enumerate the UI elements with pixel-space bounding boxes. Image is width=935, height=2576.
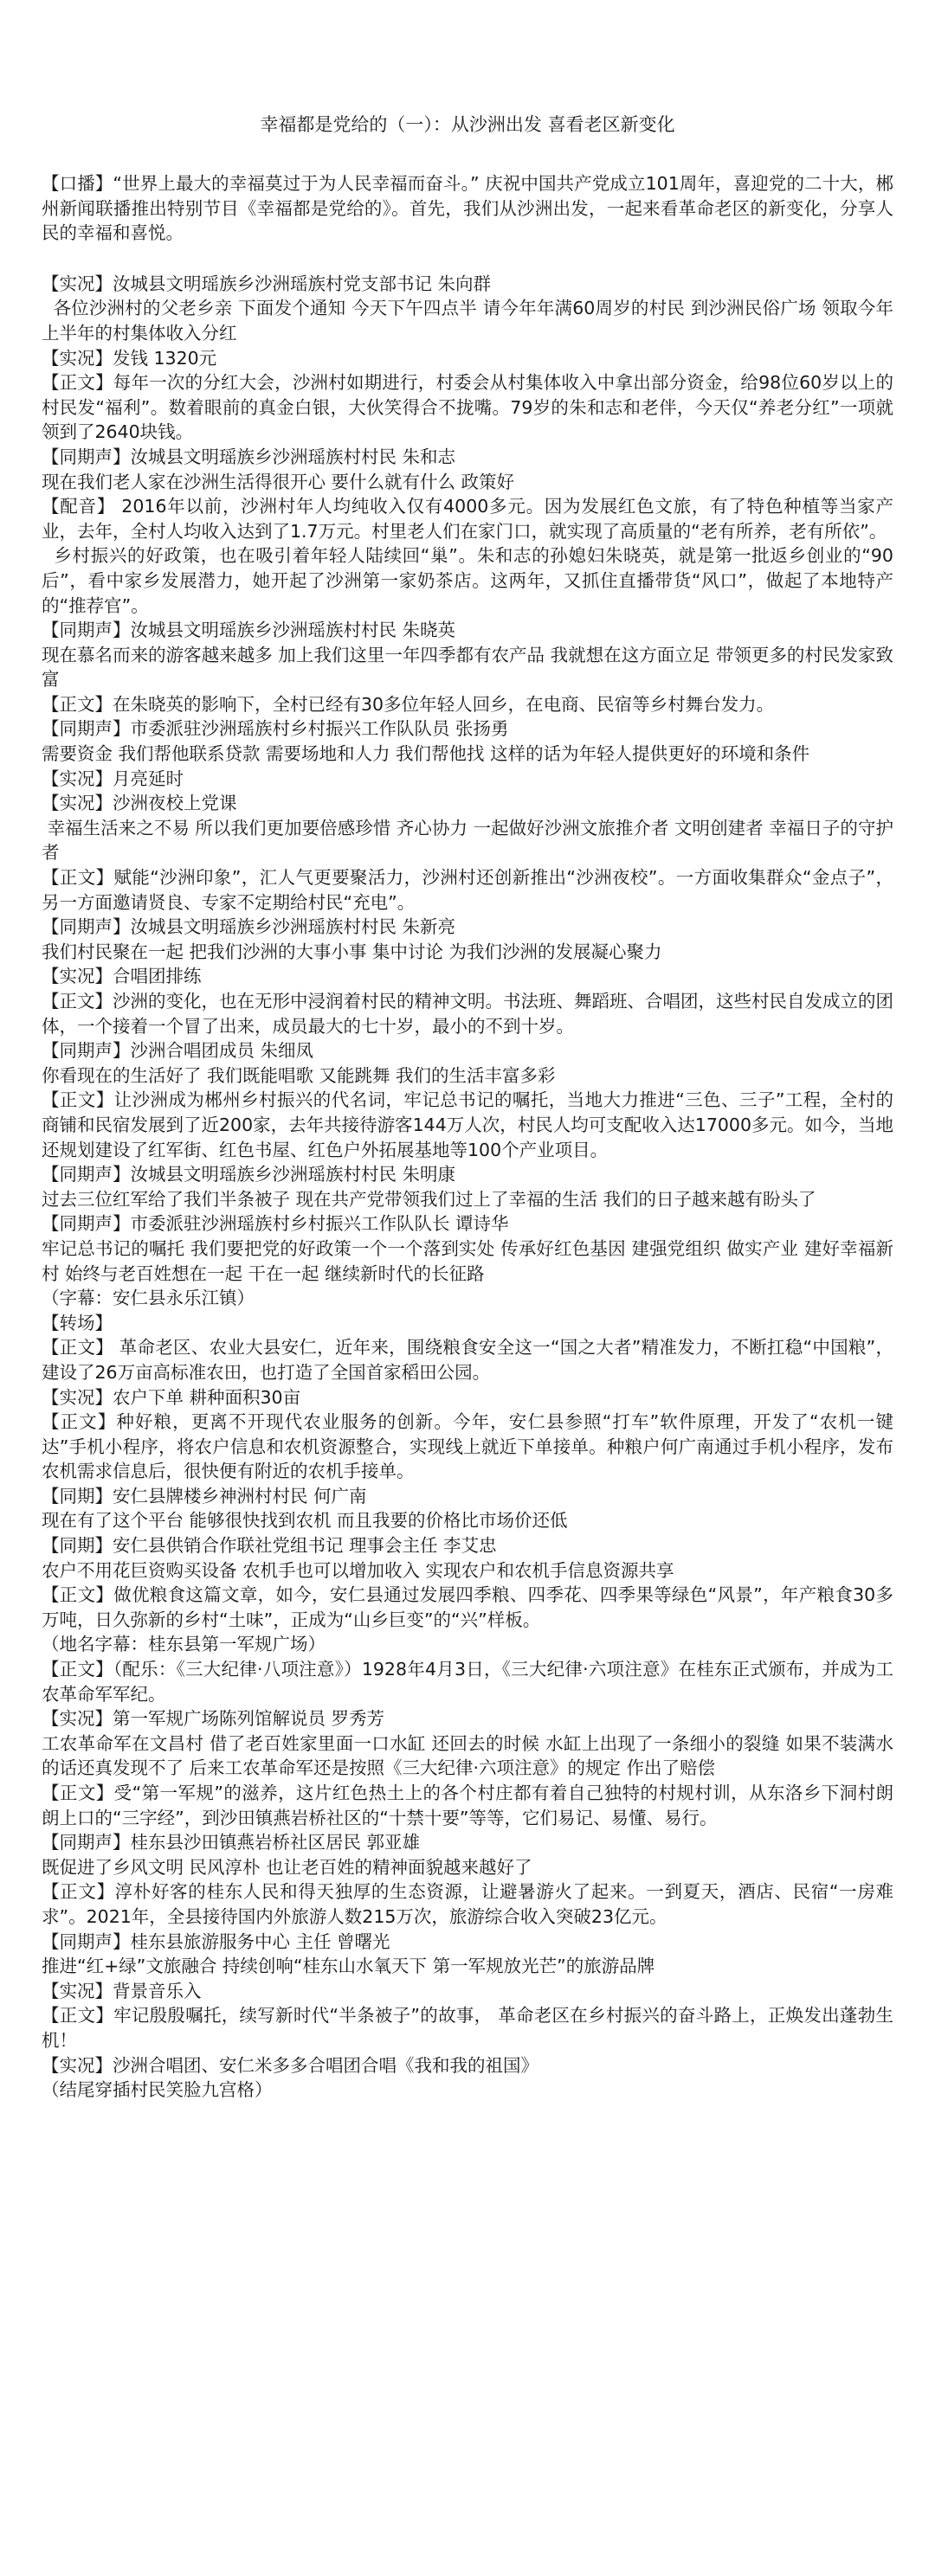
script-line: 【正文】每年一次的分红大会，沙洲村如期进行，村委会从村集体收入中拿出部分资金，给98位60岁以上的村民发“福利”。数着眼前的真金白银，大伙笑得合不拢嘴。79岁的朱和志和老伴，今天仅“养老分红”一项就领到了2640块钱。 — [42, 372, 893, 443]
script-line: 【同期声】桂东县沙田镇燕岩桥社区居民 郭亚雄 — [42, 1832, 421, 1853]
script-line: 【同期】安仁县供销合作联社党组书记 理事会主任 李艾忠 — [42, 1535, 497, 1557]
script-line: 各位沙洲村的父老乡亲 下面发个通知 今天下午四点半 请今年年满60周岁的村民 到沙洲民俗广场 领取今年上半年的村集体收入分红 — [42, 298, 893, 344]
script-line: 现在我们老人家在沙洲生活得很开心 要什么就有什么 政策好 — [42, 471, 515, 492]
script-line: 【实况】第一军规广场陈列馆解说员 罗秀芳 — [42, 1708, 385, 1730]
script-line: 【转场】 — [42, 1312, 113, 1333]
script-line: 工农革命军在文昌村 借了老百姓家里面一口水缸 还回去的时候 水缸上出现了一条细小的裂缝 如果不装满水的话还真发现不了 后来工农革命军还是按照《三大纪律·六项注意》的规定 作出了赔偿 — [42, 1732, 893, 1779]
script-line: 【正文】在朱晓英的影响下，全村已经有30多位年轻人回乡，在电商、民宿等乡村舞台发力。 — [42, 693, 775, 715]
script-line: 【同期声】市委派驻沙洲瑶族村乡村振兴工作队队长 谭诗华 — [42, 1213, 509, 1235]
script-line: 推进“红+绿”文旅融合 持续创响“桂东山水氧天下 第一军规放光芒”的旅游品牌 — [42, 1956, 655, 1977]
script-line: 牢记总书记的嘱托 我们要把党的好政策一个一个落到实处 传承好红色基因 建强党组织 做实产业 建好幸福新村 始终与老百姓想在一起 干在一起 继续新时代的长征路 — [42, 1237, 893, 1284]
script-line: 【同期声】汝城县文明瑶族乡沙洲瑶族村村民 朱晓英 — [42, 620, 456, 641]
script-line: 【正文】让沙洲成为郴州乡村振兴的代名词，牢记总书记的嘱托，当地大力推进“三色、三子”工程，全村的商铺和民宿发展到了近200家，去年共接待游客144万人次，村民人均可支配收入达17000多元。如今，当地还规划建设了红军街、红色书屋、红色户外拓展基地等100个产业项目。 — [42, 1089, 893, 1160]
script-line: 我们村民聚在一起 把我们沙洲的大事小事 集中讨论 为我们沙洲的发展凝心聚力 — [42, 941, 662, 962]
document-title: 幸福都是党给的（一）：从沙洲出发 喜看老区新变化 — [260, 114, 675, 135]
script-line: （字幕：安仁县永乐江镇） — [42, 1288, 255, 1309]
script-line: 【同期声】汝城县文明瑶族乡沙洲瑶族村村民 朱和志 — [42, 446, 456, 467]
script-line: 【正文】 革命老区、农业大县安仁，近年来，围绕粮食安全这一“国之大者”精准发力，不断扛稳“中国粮”，建设了26万亩高标准农田，也打造了全国首家稻田公园。 — [42, 1337, 893, 1383]
script-line: 【同期声】桂东县旅游服务中心 主任 曾曙光 — [42, 1930, 390, 1952]
script-line: 【同期声】汝城县文明瑶族乡沙洲瑶族村村民 朱新亮 — [42, 916, 456, 938]
script-line: 需要资金 我们帮他联系贷款 需要场地和人力 我们帮他找 这样的话为年轻人提供更好的环境和条件 — [42, 743, 810, 765]
script-line: 【实况】沙洲夜校上党课 — [42, 793, 237, 814]
script-line: 【正文】种好粮，更离不开现代农业服务的创新。今年，安仁县参照“打车”软件原理，开发了“农机一键达”手机小程序，将农户信息和农机资源整合，实现线上就近下单接单。种粮户何广南通过手机小程序，发布农机需求信息后，很快便有附近的农机手接单。 — [42, 1411, 893, 1482]
script-line: 农户不用花巨资购买设备 农机手也可以增加收入 实现农户和农机手信息资源共享 — [42, 1559, 674, 1581]
script-line: 【正文】牢记殷殷嘱托，续写新时代“半条被子”的故事， 革命老区在乡村振兴的奋斗路上，正焕发出蓬勃生机！ — [42, 2005, 893, 2051]
script-line: （地名字幕：桂东县第一军规广场） — [42, 1634, 326, 1655]
script-line: 【同期】安仁县牌楼乡神洲村村民 何广南 — [42, 1485, 367, 1506]
script-line: 现在慕名而来的游客越来越多 加上我们这里一年四季都有农产品 我就想在这方面立足 带领更多的村民发家致富 — [42, 644, 893, 691]
script-line: 【实况】月亮延时 — [42, 768, 184, 789]
script-line: 既促进了乡风文明 民风淳朴 也让老百姓的精神面貌越来越好了 — [42, 1856, 532, 1878]
script-line: 【正文】（配乐：《三大纪律·八项注意》）1928年4月3日，《三大纪律·六项注意》在桂东正式颁布，并成为工农革命军军纪。 — [42, 1659, 893, 1705]
script-line: 【正文】赋能“沙洲印象”，汇人气更要聚活力，沙洲村还创新推出“沙洲夜校”。一方面收集群众“金点子”，另一方面邀请贤良、专家不定期给村民“充电”。 — [42, 867, 893, 913]
script-line: 【正文】做优粮食这篇文章，如今，安仁县通过发展四季粮、四季花、四季果等绿色“风景”，年产粮食30多万吨，日久弥新的乡村“土味”，正成为“山乡巨变”的“兴”样板。 — [42, 1584, 893, 1630]
script-line: 【正文】沙洲的变化，也在无形中浸润着村民的精神文明。书法班、舞蹈班、合唱团，这些村民自发成立的团体，一个接着一个冒了出来，成员最大的七十岁，最小的不到十岁。 — [42, 991, 893, 1037]
script-line: 【正文】受“第一军规”的滋养，这片红色热土上的各个村庄都有着自己独特的村规村训，从东洛乡下洞村朗朗上口的“三字经”，到沙田镇燕岩桥社区的“十禁十要”等等，它们易记、易懂、易行。 — [42, 1783, 893, 1828]
script-line: 你看现在的生活好了 我们既能唱歌 又能跳舞 我们的生活丰富多彩 — [42, 1064, 556, 1086]
script-body — [42, 272, 893, 2103]
script-line: 【实况】合唱团排练 — [42, 966, 202, 987]
script-line: 【实况】发钱 1320元 — [42, 347, 217, 369]
script-line: 幸福生活来之不易 所以我们更加要倍感珍惜 齐心协力 一起做好沙洲文旅推介者 文明创建者 幸福日子的守护者 — [42, 817, 893, 864]
script-line: 【实况】背景音乐入 — [42, 1980, 202, 2001]
script-line: 【正文】淳朴好客的桂东人民和得天独厚的生态资源，让避暑游火了起来。一到夏天，酒店、民宿“一房难求”。2021年，全县接待国内外旅游人数215万次，旅游综合收入突破23亿元。 — [42, 1881, 893, 1927]
script-line: 【同期声】市委派驻沙洲瑶族村乡村振兴工作队队员 张扬勇 — [42, 718, 509, 740]
script-line: 【实况】农户下单 耕种面积30亩 — [42, 1386, 301, 1408]
script-line: 【同期声】沙洲合唱团成员 朱细凤 — [42, 1040, 314, 1062]
script-line: 【实况】汝城县文明瑶族乡沙洲瑶族村党支部书记 朱向群 — [42, 273, 492, 294]
script-line: 【实况】沙洲合唱团、安仁米多多合唱团合唱《我和我的祖国》 — [42, 2054, 538, 2076]
section-spacer — [42, 246, 893, 272]
intro-paragraph: 【口播】“世界上最大的幸福莫过于为人民幸福而奋斗。” 庆祝中国共产党成立101周年，喜迎党的二十大，郴州新闻联播推出特别节目《幸福都是党给的》。首先，我们从沙洲出发，一起来看革命老区的新变化，分享人民的幸福和喜悦。 — [42, 173, 893, 244]
script-line: 过去三位红军给了我们半条被子 现在共产党带领我们过上了幸福的生活 我们的日子越来越有盼头了 — [42, 1188, 816, 1210]
script-line: 现在有了这个平台 能够很快找到农机 而且我要的价格比市场价还低 — [42, 1510, 568, 1532]
script-line: 【同期声】汝城县文明瑶族乡沙洲瑶族村村民 朱明康 — [42, 1164, 456, 1185]
script-line: 【配音】 2016年以前，沙洲村年人均纯收入仅有4000多元。因为发展红色文旅，有了特色种植等当家产业，去年，全村人均收入达到了1.7万元。村里老人们在家门口，就实现了高质量的“老有所养，老有所依”。 — [42, 496, 893, 542]
script-line: （结尾穿插村民笑脸九宫格） — [42, 2079, 273, 2101]
script-line: 乡村振兴的好政策，也在吸引着年轻人陆续回“巢”。朱和志的孙媳妇朱晓英，就是第一批返乡创业的“90后”，看中家乡发展潜力，她开起了沙洲第一家奶茶店。这两年，又抓住直播带货“风口”，做起了本地特产的“推荐官”。 — [42, 545, 893, 616]
